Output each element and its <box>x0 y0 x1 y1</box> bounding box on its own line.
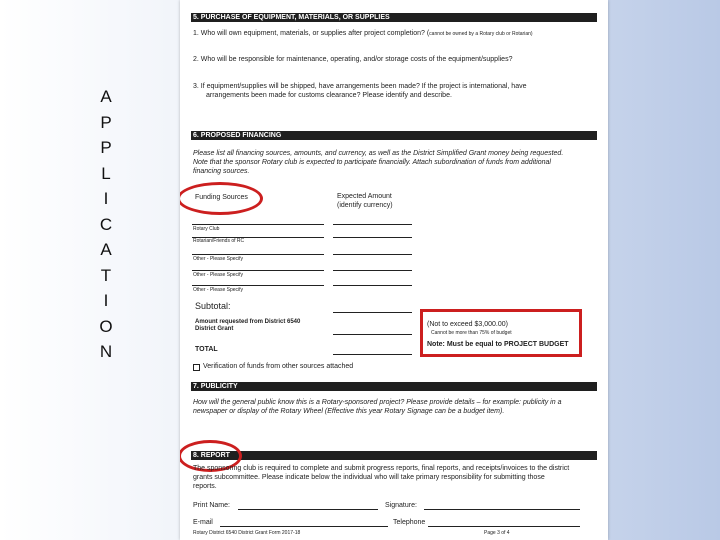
amount-requested-label: Amount requested from District 6540 <box>195 319 301 325</box>
question-3-line-2: arrangements been made for customs clearance? Please identify and describe. <box>206 92 452 99</box>
footer-form-name: Rotary District 6540 District Grant Form 2017-18 <box>193 530 301 536</box>
letter-4: L <box>101 163 111 183</box>
letter-1: A <box>100 87 112 106</box>
amount-line <box>333 285 412 286</box>
district-grant-label: District Grant <box>195 326 234 332</box>
amount-line <box>333 237 412 238</box>
funding-row-rotarian-friends: Rotarian/Friends of RC <box>193 238 245 244</box>
funding-line <box>192 270 324 271</box>
funding-row-other-1: Other - Please Specify <box>193 256 244 262</box>
letter-6: C <box>99 214 113 234</box>
funding-sources-highlight <box>180 182 263 215</box>
verification-label: Verification of funds from other sources attached <box>203 363 354 370</box>
letter-2: P <box>100 112 112 132</box>
letter-3: P <box>100 138 112 157</box>
amount-line <box>333 254 412 255</box>
print-name-field[interactable] <box>238 509 378 510</box>
signature-label: Signature: <box>385 502 417 509</box>
max-percentage-note: Cannot be more than 75% of budget <box>431 330 512 336</box>
financing-intro-line-1: Please list all financing sources, amounts, and currency, as well as the District Simplified Grant money being requested. <box>193 150 564 157</box>
funding-line <box>192 224 324 225</box>
question-2: 2. Who will be responsible for maintenance, operating, and/or storage costs of the equipment/supplies? <box>193 56 513 63</box>
letter-8: T <box>100 265 112 285</box>
subtotal-line <box>333 312 412 313</box>
funding-line <box>192 254 324 255</box>
identify-currency-label: (identify currency) <box>337 202 393 209</box>
publicity-line-2: newspaper or display of the Rotary Wheel (Effective this year Rotary Signage can be a budget item). <box>193 408 505 415</box>
email-field[interactable] <box>220 526 388 527</box>
publicity-line-1: How will the general public know this is a Rotary-sponsored project? Please provide details – for example: publicity in a <box>193 399 562 406</box>
application-vertical-label <box>96 84 116 365</box>
letter-7: A <box>100 240 112 259</box>
telephone-field[interactable] <box>428 526 580 527</box>
report-line-1: The sponsoring club is required to complete and submit progress reports, final reports, and receipts/invoices to the district <box>193 465 570 472</box>
report-line-2: grants subcommittee. Please indicate below the individual who will take primary responsibility for submitting those <box>193 474 545 481</box>
funding-row-other-2: Other - Please Specify <box>193 272 244 278</box>
section-8-header: 8. REPORT <box>191 451 597 460</box>
letter-9: I <box>103 291 109 310</box>
total-label: TOTAL <box>195 346 218 353</box>
question-3-line-1: 3. If equipment/supplies will be shipped, have arrangements been made? If the project is international, have <box>193 83 527 90</box>
funding-line <box>192 285 324 286</box>
letter-10: O <box>99 316 113 336</box>
signature-field[interactable] <box>424 509 580 510</box>
amount-line <box>333 270 412 271</box>
district-grant-line <box>333 334 412 335</box>
section-6-header: 6. PROPOSED FINANCING <box>191 131 597 140</box>
grant-form-page <box>180 0 608 540</box>
letter-5: I <box>103 189 109 208</box>
subtotal-label: Subtotal: <box>195 301 231 311</box>
funding-sources-header: Funding Sources <box>195 194 248 201</box>
funding-row-other-3: Other - Please Specify <box>193 287 244 293</box>
expected-amount-header: Expected Amount <box>337 193 392 200</box>
report-line-3: reports. <box>193 483 217 490</box>
total-line <box>333 354 412 355</box>
not-to-exceed-note: (Not to exceed $3,000.00) <box>427 321 508 328</box>
financing-intro-line-3: financing sources. <box>193 168 250 175</box>
email-label: E-mail <box>193 519 213 526</box>
telephone-label: Telephone <box>393 519 426 526</box>
verification-checkbox[interactable] <box>193 364 200 371</box>
question-1: 1. Who will own equipment, materials, or supplies after project completion? (cannot be owned by a Rotary club or Rotarian) <box>193 30 533 37</box>
financing-intro-line-2: Note that the sponsor Rotary club is expected to participate financially. Attach subordination of funds from additional <box>193 159 551 166</box>
amount-line <box>333 224 412 225</box>
print-name-label: Print Name: <box>193 502 230 509</box>
funding-row-rotary-club: Rotary Club <box>193 226 220 232</box>
footer-page-number: Page 3 of 4 <box>484 530 510 536</box>
section-7-header: 7. PUBLICITY <box>191 382 597 391</box>
section-5-header: 5. PURCHASE OF EQUIPMENT, MATERIALS, OR SUPPLIES <box>191 13 597 22</box>
question-1-note: cannot be owned by a Rotary club or Rotarian) <box>429 31 533 37</box>
must-equal-budget-note: Note: Must be equal to PROJECT BUDGET <box>427 341 569 348</box>
letter-11: N <box>99 342 113 361</box>
